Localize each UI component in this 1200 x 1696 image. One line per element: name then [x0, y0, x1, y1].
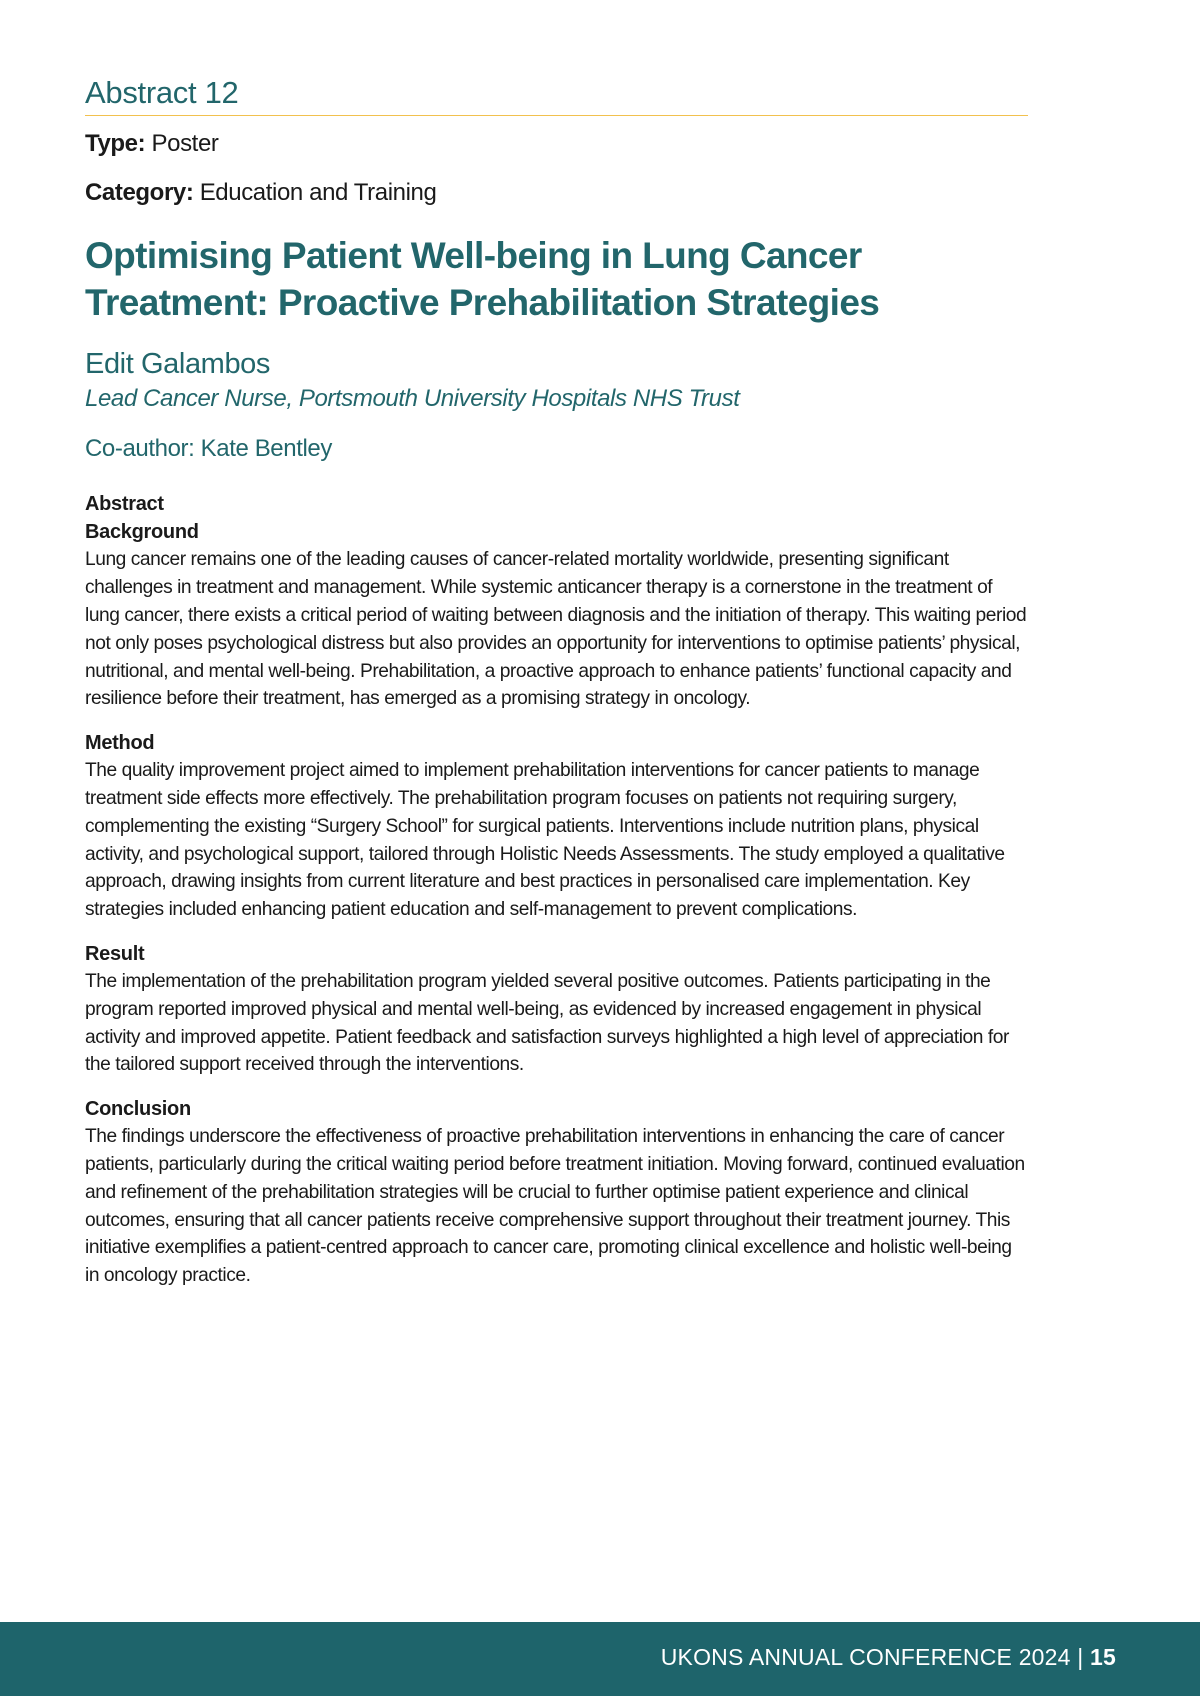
page-footer: [0, 1622, 1200, 1696]
abstract-number: Abstract 12: [85, 74, 1028, 116]
author-affiliation: Lead Cancer Nurse, Portsmouth University Hospitals NHS Trust: [85, 384, 740, 412]
section-body: The quality improvement project aimed to implement prehabilitation interventions for cancer patients to manage treatment side effects more effectively. The prehabilitation program focuses on patients not requiring surgery, complementing the existing “Surgery School” for surgical patients. Interventions include nutrition plans, physical activity, and psychological support, tailored through Holistic Needs Assessments. The study employed a qualitative approach, drawing insights from current literature and best practices in personalised care implementation. Key strategies included enhancing patient education and self-management to prevent complications.: [85, 760, 1005, 921]
type-label: Type:: [85, 130, 146, 158]
category-line: [85, 179, 1028, 208]
abstract-title: Optimising Patient Well-being in Lung Cancer Treatment: Proactive Prehabilitation Strategies: [85, 234, 880, 324]
author-name: Edit Galambos: [85, 347, 270, 380]
abstract-page: [85, 74, 1028, 1290]
category-value: Education and Training: [199, 178, 437, 206]
section-body: The findings underscore the effectiveness of proactive prehabilitation interventions in enhancing the care of cancer patients, particularly during the critical waiting period before treatment initiation. Moving forward, continued evaluation and refinement of the prehabilitation strategies will be crucial to further optimise patient experience and clinical outcomes, ensuring that all cancer patients receive comprehensive support throughout their treatment journey. This initiative exemplifies a patient-centred approach to cancer care, promoting clinical excellence and holistic well-being in oncology practice.: [85, 1126, 1025, 1287]
section-conclusion: [85, 1095, 1028, 1290]
footer-text: [661, 1643, 1116, 1673]
section-heading: Method: [85, 732, 155, 755]
type-line: [85, 130, 1028, 159]
category-label: Category:: [85, 178, 194, 206]
coauthor: Co-author: Kate Bentley: [85, 435, 332, 463]
section-background: [85, 518, 1028, 713]
section-body: Lung cancer remains one of the leading causes of cancer-related mortality worldwide, presenting significant challenges in treatment and management. While systemic anticancer therapy is a cornerstone in the treatment of lung cancer, there exists a critical period of waiting between diagnosis and the initiation of therapy. This waiting period not only poses psychological distress but also provides an opportunity for interventions to optimise patients’ physical, nutritional, and mental well-being. Prehabilitation, a proactive approach to enhance patients’ functional capacity and resilience before their treatment, has emerged as a promising strategy in oncology.: [85, 549, 1027, 710]
abstract-heading: Abstract: [85, 493, 164, 516]
footer-separator: |: [1070, 1644, 1091, 1670]
page-number: 15: [1090, 1644, 1116, 1670]
section-method: [85, 729, 1028, 924]
section-heading: Conclusion: [85, 1098, 191, 1121]
section-heading: Background: [85, 521, 199, 544]
footer-conference: UKONS ANNUAL CONFERENCE 2024: [660, 1644, 1071, 1670]
section-result: [85, 940, 1028, 1079]
section-body: The implementation of the prehabilitation program yielded several positive outcomes. Patients participating in the program reported improved physical and mental well-being, as evidenced by increased engagement in physical activity and improved appetite. Patient feedback and satisfaction surveys highlighted a high level of appreciation for the tailored support received through the interventions.: [85, 970, 1009, 1076]
type-value: Poster: [151, 130, 219, 158]
section-heading: Result: [85, 942, 145, 965]
